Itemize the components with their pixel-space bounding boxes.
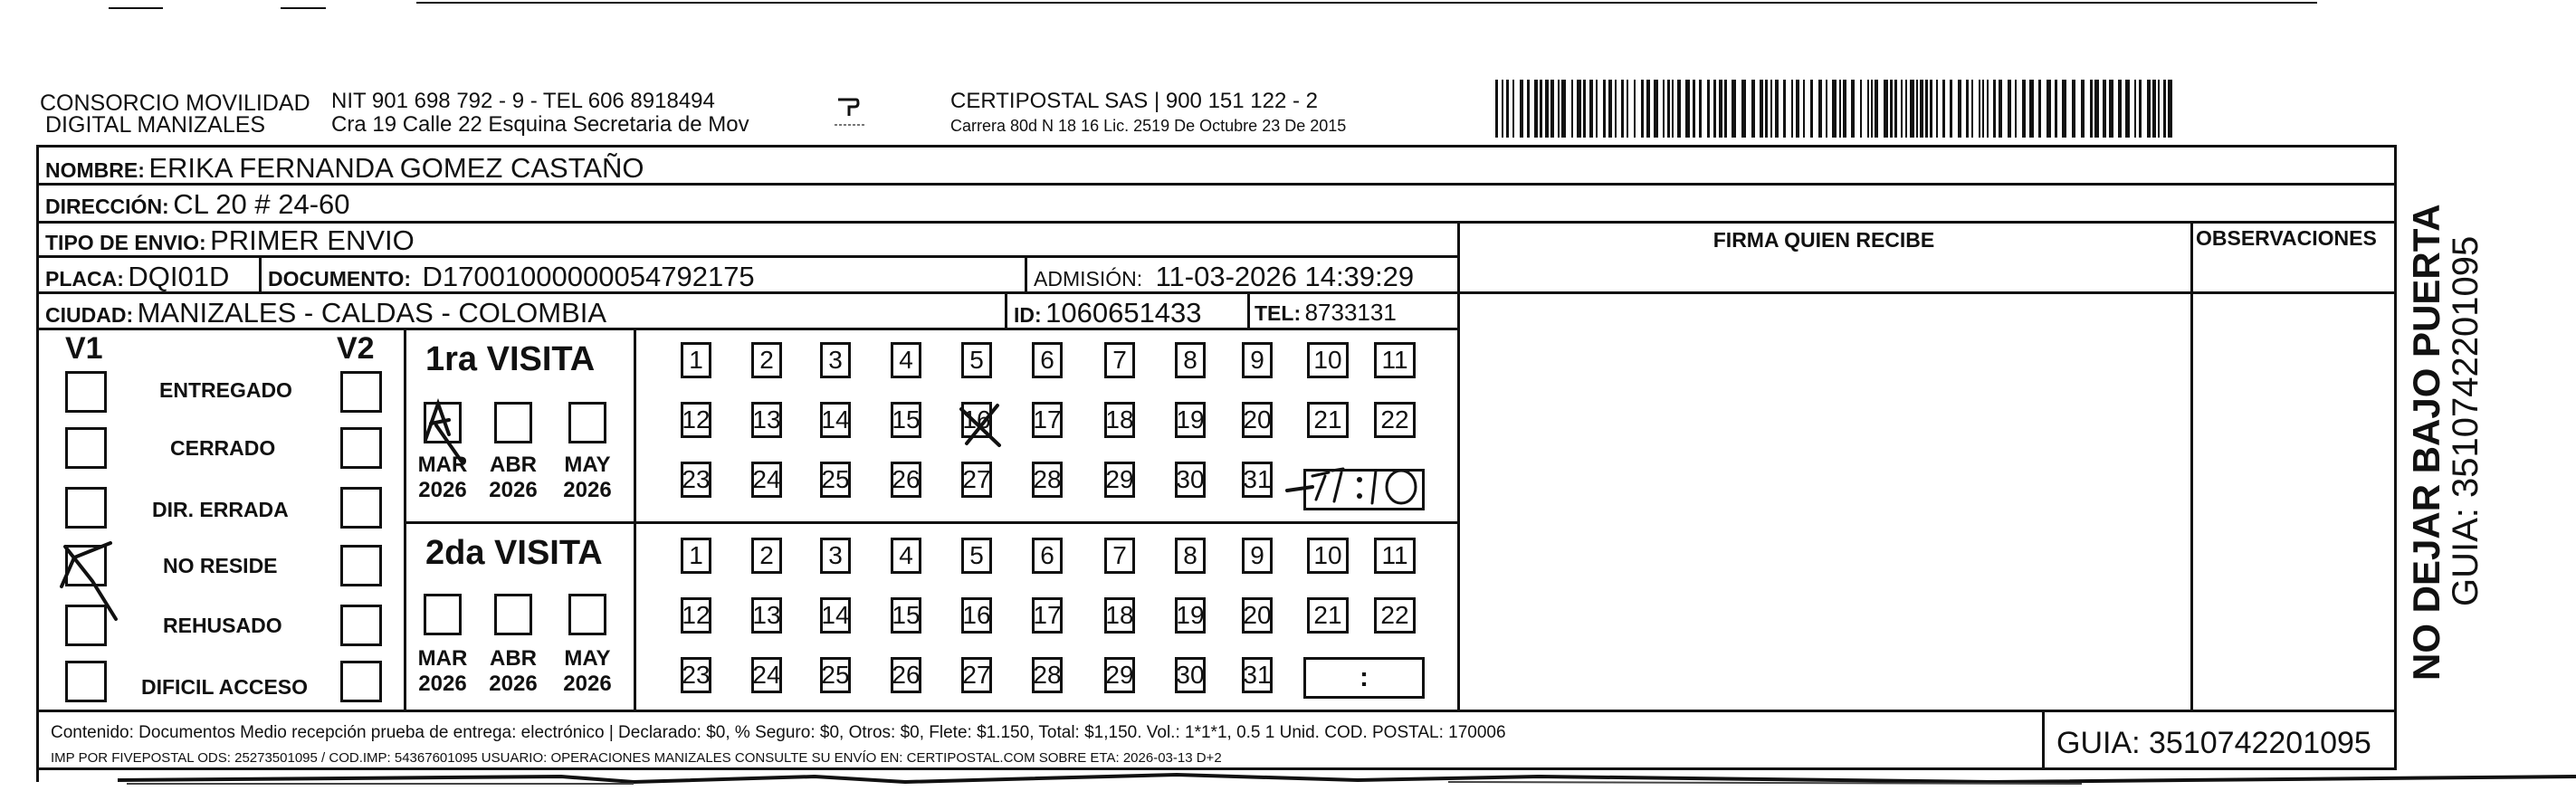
visit-1-day-24[interactable]: 24 bbox=[751, 462, 782, 498]
visit-1-month-may-checkbox[interactable] bbox=[568, 402, 606, 443]
visit-1-day-11[interactable]: 11 bbox=[1374, 342, 1416, 378]
admision-divider bbox=[1025, 255, 1027, 291]
barcode-bar bbox=[2147, 80, 2151, 138]
barcode-bar bbox=[1545, 80, 1549, 138]
status-label-cerrado: CERRADO bbox=[170, 436, 276, 460]
barcode-bar bbox=[1987, 80, 1989, 138]
barcode-bar bbox=[1890, 80, 1893, 138]
barcode-bar bbox=[1843, 80, 1846, 138]
barcode-bar bbox=[1925, 80, 1928, 138]
barcode-bar bbox=[1950, 80, 1952, 138]
barcode-bar bbox=[1654, 80, 1658, 138]
barcode-bar bbox=[1979, 80, 1980, 138]
barcode-bar bbox=[1502, 80, 1503, 138]
visit-2-day-19[interactable]: 19 bbox=[1175, 597, 1206, 634]
visit-2-day-30[interactable]: 30 bbox=[1175, 657, 1206, 693]
placa-divider bbox=[259, 255, 262, 291]
barcode-bar bbox=[1558, 80, 1560, 138]
v2-checkbox-no-reside[interactable] bbox=[340, 545, 382, 586]
barcode-bar bbox=[1875, 80, 1878, 138]
v2-checkbox-cerrado[interactable] bbox=[340, 427, 382, 469]
documento-label: DOCUMENTO: bbox=[268, 267, 412, 291]
barcode-bar bbox=[1596, 80, 1598, 138]
barcode-bar bbox=[2168, 80, 2172, 138]
direccion-label: DIRECCIÓN: bbox=[45, 195, 169, 218]
nombre-field bbox=[45, 154, 644, 182]
barcode-bar bbox=[1672, 80, 1674, 138]
admision-field bbox=[1034, 262, 1414, 291]
carrier-name: CERTIPOSTAL SAS | 900 151 122 - 2 bbox=[950, 89, 1318, 113]
visit-1-day-23[interactable]: 23 bbox=[681, 462, 711, 498]
barcode-bar bbox=[1719, 80, 1722, 138]
visit-2-month-abr-checkbox[interactable] bbox=[494, 594, 532, 635]
barcode-bar bbox=[2118, 80, 2122, 138]
barcode-bar bbox=[1741, 80, 1746, 138]
documento-field bbox=[268, 262, 755, 291]
status-divider bbox=[404, 328, 406, 710]
barcode-bar bbox=[1615, 80, 1617, 138]
barcode-bar bbox=[1884, 80, 1888, 138]
visit-2-day-4[interactable]: 4 bbox=[891, 538, 921, 574]
barcode-bar bbox=[2103, 80, 2106, 138]
visit-2-month-may-label: MAY 2026 bbox=[563, 646, 612, 696]
footer-content-line: Contenido: Documentos Medio recepción prueba de entrega: electrónico | Declarado: $0, % Seguro: $0, Otros: $0, Flete: $1.150, Total: $1,150. Vol.: 1*1*1, 0.5 1 Unid. COD. POSTAL: 170006 bbox=[51, 723, 1506, 742]
v1-checkbox-entregado[interactable] bbox=[65, 371, 107, 413]
visit-2-day-17[interactable]: 17 bbox=[1032, 597, 1063, 634]
visit-2-day-14[interactable]: 14 bbox=[820, 597, 851, 634]
handwritten-month-mark-icon bbox=[418, 398, 482, 471]
visit-2-day-10[interactable]: 10 bbox=[1307, 538, 1349, 574]
v2-checkbox-rehusado[interactable] bbox=[340, 605, 382, 646]
footer-guia: GUIA: 3510742201095 bbox=[2056, 726, 2371, 760]
barcode-bar bbox=[1641, 80, 1644, 138]
visit-1-day-14[interactable]: 14 bbox=[820, 402, 851, 438]
v2-label: V2 bbox=[337, 331, 375, 366]
nombre-value: ERIKA FERNANDA GOMEZ CASTAÑO bbox=[148, 152, 644, 184]
row-line bbox=[36, 221, 2397, 224]
ciudad-label: CIUDAD: bbox=[45, 303, 134, 327]
barcode-bar bbox=[1583, 80, 1586, 138]
visit-1-day-29[interactable]: 29 bbox=[1104, 462, 1135, 498]
barcode-bar bbox=[1775, 80, 1779, 138]
frame-top bbox=[36, 145, 2397, 148]
visit-2-day-16[interactable]: 16 bbox=[961, 597, 992, 634]
scan-line-top bbox=[416, 2, 2317, 4]
footer-guia-divider bbox=[2042, 710, 2045, 769]
observations-divider bbox=[2190, 221, 2193, 710]
visit-1-day-16[interactable]: 16 bbox=[961, 402, 992, 438]
barcode-bar bbox=[1693, 80, 1695, 138]
barcode-bar bbox=[1770, 80, 1772, 138]
v1-checkbox-dificil-acceso[interactable] bbox=[65, 661, 107, 702]
id-field bbox=[1014, 299, 1202, 327]
ciudad-value: MANIZALES - CALDAS - COLOMBIA bbox=[137, 297, 607, 329]
visit-1-month-may-label: MAY 2026 bbox=[563, 453, 612, 502]
nombre-label: NOMBRE: bbox=[45, 158, 145, 182]
id-label: ID: bbox=[1014, 303, 1042, 327]
barcode-bar bbox=[2139, 80, 2142, 138]
visit-2-day-15[interactable]: 15 bbox=[891, 597, 921, 634]
visit-1-day-13[interactable]: 13 bbox=[751, 402, 782, 438]
barcode-bar bbox=[1916, 80, 1918, 138]
handwritten-time-icon bbox=[1285, 460, 1432, 516]
barcode-bar bbox=[2134, 80, 2136, 138]
visit-2-day-29[interactable]: 29 bbox=[1104, 657, 1135, 693]
barcode-bar bbox=[1867, 80, 1869, 138]
barcode-bar bbox=[1751, 80, 1755, 138]
scan-tear-edge bbox=[0, 771, 2576, 791]
barcode-bar bbox=[2125, 80, 2130, 138]
visit-2-day-21[interactable]: 21 bbox=[1307, 597, 1349, 634]
barcode-bar bbox=[1506, 80, 1509, 138]
visit-2-day-20[interactable]: 20 bbox=[1242, 597, 1273, 634]
v2-checkbox-dificil-acceso[interactable] bbox=[340, 661, 382, 702]
barcode-bar bbox=[1707, 80, 1710, 138]
barcode-bar bbox=[2072, 80, 2075, 138]
visit-2-day-26[interactable]: 26 bbox=[891, 657, 921, 693]
tel-value: 8733131 bbox=[1304, 299, 1397, 326]
barcode-bar bbox=[1527, 80, 1530, 138]
tel-divider bbox=[1247, 291, 1250, 328]
barcode-bar bbox=[2022, 80, 2026, 138]
visit-2-day-22[interactable]: 22 bbox=[1374, 597, 1416, 634]
visit-divider bbox=[634, 328, 636, 710]
footer-print-line: IMP POR FIVEPOSTAL ODS: 25273501095 / COD.IMP: 54367601095 USUARIO: OPERACIONES MANIZALES CONSULTE SU ENVÍO EN: CERTIPOSTAL.COM SOBRE ETA: 2026-03-13 D+2 bbox=[51, 750, 1222, 766]
barcode-bar bbox=[2029, 80, 2034, 138]
barcode-bar bbox=[1634, 80, 1636, 138]
visit-1-day-4[interactable]: 4 bbox=[891, 342, 921, 378]
barcode-bar bbox=[1930, 80, 1932, 138]
frame-left bbox=[36, 145, 39, 782]
barcode-bar bbox=[1685, 80, 1690, 138]
visit-1-day-12[interactable]: 12 bbox=[681, 402, 711, 438]
visit-row-divider bbox=[404, 521, 1457, 524]
barcode-bar bbox=[2015, 80, 2017, 138]
barcode-bar bbox=[2090, 80, 2093, 138]
barcode-bar bbox=[1860, 80, 1862, 138]
visit-1-day-17[interactable]: 17 bbox=[1032, 402, 1063, 438]
barcode-bar bbox=[2008, 80, 2011, 138]
visit-2-day-11[interactable]: 11 bbox=[1374, 538, 1416, 574]
visit-1-day-22[interactable]: 22 bbox=[1374, 402, 1416, 438]
barcode-bar bbox=[1871, 80, 1873, 138]
admision-value: 11-03-2026 14:39:29 bbox=[1155, 261, 1415, 292]
tel-label: TEL: bbox=[1255, 301, 1302, 325]
visit-1-month-abr-label: ABR 2026 bbox=[489, 453, 538, 502]
visit-1-day-27[interactable]: 27 bbox=[961, 462, 992, 498]
barcode-bar bbox=[1910, 80, 1914, 138]
tel-field bbox=[1255, 300, 1397, 324]
ciudad-field bbox=[45, 299, 606, 327]
visit-1-day-31[interactable]: 31 bbox=[1242, 462, 1273, 498]
barcode-bar bbox=[2046, 80, 2051, 138]
barcode-bar bbox=[1920, 80, 1923, 138]
v1-checkbox-dir-errada[interactable] bbox=[65, 487, 107, 529]
barcode-bar bbox=[1495, 80, 1498, 138]
barcode-bar bbox=[2163, 80, 2166, 138]
barcode-bar bbox=[2152, 80, 2156, 138]
barcode-bar bbox=[1550, 80, 1554, 138]
company-name: CONSORCIO MOVILIDAD bbox=[40, 91, 310, 116]
v1-checkbox-cerrado[interactable] bbox=[65, 427, 107, 469]
barcode-bar bbox=[1905, 80, 1907, 138]
visit-2-day-24[interactable]: 24 bbox=[751, 657, 782, 693]
id-divider bbox=[1005, 291, 1007, 328]
barcode-bar bbox=[1818, 80, 1822, 138]
barcode-bar bbox=[1966, 80, 1969, 138]
barcode-bar bbox=[1803, 80, 1805, 138]
direccion-value: CL 20 # 24-60 bbox=[173, 188, 350, 220]
visit-2-day-13[interactable]: 13 bbox=[751, 597, 782, 634]
barcode-bar bbox=[2109, 80, 2113, 138]
visit-2-day-18[interactable]: 18 bbox=[1104, 597, 1135, 634]
visit-1-day-3[interactable]: 3 bbox=[820, 342, 851, 378]
visit-1-day-25[interactable]: 25 bbox=[820, 462, 851, 498]
visit-1-day-5[interactable]: 5 bbox=[961, 342, 992, 378]
barcode-bar bbox=[1577, 80, 1581, 138]
visit-2-day-2[interactable]: 2 bbox=[751, 538, 782, 574]
scan-line-top bbox=[109, 7, 163, 9]
frame-right bbox=[2394, 145, 2397, 770]
barcode-bar bbox=[1894, 80, 1897, 138]
v1-label: V1 bbox=[65, 331, 103, 366]
barcode-bar bbox=[1839, 80, 1841, 138]
visit-2-day-1[interactable]: 1 bbox=[681, 538, 711, 574]
barcode-bar bbox=[1663, 80, 1665, 138]
barcode-bar bbox=[1971, 80, 1973, 138]
visit-2-day-5[interactable]: 5 bbox=[961, 538, 992, 574]
visit-1-day-18[interactable]: 18 bbox=[1104, 402, 1135, 438]
visit-1-day-26[interactable]: 26 bbox=[891, 462, 921, 498]
carrier-address: Carrera 80d N 18 16 Lic. 2519 De Octubre 23 De 2015 bbox=[950, 117, 1347, 135]
barcode-bar bbox=[1760, 80, 1763, 138]
visit-1-day-20[interactable]: 20 bbox=[1242, 402, 1273, 438]
visit-2-day-7[interactable]: 7 bbox=[1104, 538, 1135, 574]
barcode-bar bbox=[1571, 80, 1573, 138]
id-value: 1060651433 bbox=[1045, 297, 1202, 329]
company-nit: NIT 901 698 792 - 9 - TEL 606 8918494 bbox=[331, 89, 715, 113]
barcode-bar bbox=[1677, 80, 1681, 138]
v2-checkbox-dir-errada[interactable] bbox=[340, 487, 382, 529]
visit-1-month-mar-label: MAR 2026 bbox=[417, 453, 468, 502]
company-address: Cra 19 Calle 22 Esquina Secretaria de Mov bbox=[331, 112, 749, 137]
tipo-envio-value: PRIMER ENVIO bbox=[210, 224, 415, 256]
barcode-bar bbox=[1732, 80, 1736, 138]
visit-2-title: 2da VISITA bbox=[425, 534, 603, 572]
carrier-logo-icon bbox=[831, 94, 867, 130]
visit-1-title: 1ra VISITA bbox=[425, 340, 596, 378]
observaciones-header: OBSERVACIONES bbox=[2196, 226, 2377, 250]
barcode-bar bbox=[1832, 80, 1837, 138]
visit-2-day-31[interactable]: 31 bbox=[1242, 657, 1273, 693]
side-warning-no-dejar-bajo-puerta: NO DEJAR BAJO PUERTA bbox=[2405, 204, 2447, 681]
firma-header: FIRMA QUIEN RECIBE bbox=[1713, 228, 1935, 252]
barcode-bar bbox=[1982, 80, 1984, 138]
documento-value: D17001000000054792175 bbox=[422, 261, 755, 292]
barcode-bar bbox=[1765, 80, 1768, 138]
visit-1-day-10[interactable]: 10 bbox=[1307, 342, 1349, 378]
barcode-bar bbox=[1589, 80, 1593, 138]
tipo-envio-field bbox=[45, 226, 415, 254]
visit-2-day-6[interactable]: 6 bbox=[1032, 538, 1063, 574]
barcode-bar bbox=[2094, 80, 2099, 138]
barcode-bar bbox=[2158, 80, 2160, 138]
visit-1-day-1[interactable]: 1 bbox=[681, 342, 711, 378]
barcode-bar bbox=[1621, 80, 1624, 138]
visit-2-day-25[interactable]: 25 bbox=[820, 657, 851, 693]
barcode-bar bbox=[1993, 80, 1996, 138]
visit-2-month-abr-label: ABR 2026 bbox=[489, 646, 538, 696]
visit-1-day-8[interactable]: 8 bbox=[1175, 342, 1206, 378]
signature-divider bbox=[1457, 221, 1460, 710]
barcode-bar bbox=[1667, 80, 1670, 138]
barcode-bar bbox=[1561, 80, 1566, 138]
barcode-bar bbox=[1713, 80, 1716, 138]
barcode bbox=[1495, 80, 2172, 138]
visit-1-day-2[interactable]: 2 bbox=[751, 342, 782, 378]
barcode-bar bbox=[2062, 80, 2066, 138]
visit-2-day-9[interactable]: 9 bbox=[1242, 538, 1273, 574]
company-name-line2: DIGITAL MANIZALES bbox=[45, 112, 266, 138]
visit-2-day-12[interactable]: 12 bbox=[681, 597, 711, 634]
direccion-field bbox=[45, 190, 350, 218]
status-label-dificil-acceso: DIFICIL ACCESO bbox=[141, 675, 309, 699]
barcode-bar bbox=[1826, 80, 1827, 138]
barcode-bar bbox=[1851, 80, 1855, 138]
barcode-bar bbox=[2055, 80, 2057, 138]
barcode-bar bbox=[1627, 80, 1628, 138]
status-label-no-reside: NO RESIDE bbox=[163, 554, 278, 577]
visit-1-day-28[interactable]: 28 bbox=[1032, 462, 1063, 498]
placa-field bbox=[45, 262, 229, 291]
barcode-bar bbox=[1646, 80, 1650, 138]
status-label-dir-errada: DIR. ERRADA bbox=[152, 498, 289, 521]
v2-checkbox-entregado[interactable] bbox=[340, 371, 382, 413]
visit-1-day-30[interactable]: 30 bbox=[1175, 462, 1206, 498]
visit-2-month-may-checkbox[interactable] bbox=[568, 594, 606, 635]
visit-1-day-19[interactable]: 19 bbox=[1175, 402, 1206, 438]
placa-label: PLACA: bbox=[45, 267, 124, 291]
visit-2-month-mar-checkbox[interactable] bbox=[424, 594, 462, 635]
visit-1-day-7[interactable]: 7 bbox=[1104, 342, 1135, 378]
visit-2-day-3[interactable]: 3 bbox=[820, 538, 851, 574]
visit-2-day-28[interactable]: 28 bbox=[1032, 657, 1063, 693]
visit-1-day-21[interactable]: 21 bbox=[1307, 402, 1349, 438]
barcode-bar bbox=[1520, 80, 1523, 138]
barcode-bar bbox=[1942, 80, 1945, 138]
visit-1-day-6[interactable]: 6 bbox=[1032, 342, 1063, 378]
scan-line-top bbox=[281, 7, 326, 9]
visit-1-day-9[interactable]: 9 bbox=[1242, 342, 1273, 378]
barcode-bar bbox=[1608, 80, 1612, 138]
handwritten-check-mark-icon bbox=[56, 536, 129, 623]
barcode-bar bbox=[1936, 80, 1938, 138]
barcode-bar bbox=[1791, 80, 1793, 138]
barcode-bar bbox=[1783, 80, 1786, 138]
barcode-bar bbox=[1724, 80, 1727, 138]
barcode-bar bbox=[1796, 80, 1799, 138]
visit-1-month-abr-checkbox[interactable] bbox=[494, 402, 532, 443]
handwritten-day-mark-icon bbox=[956, 400, 1007, 451]
status-label-entregado: ENTREGADO bbox=[159, 378, 292, 402]
visit-2-day-8[interactable]: 8 bbox=[1175, 538, 1206, 574]
barcode-bar bbox=[1699, 80, 1702, 138]
side-guia-number: GUIA: 3510742201095 bbox=[2446, 235, 2485, 606]
barcode-bar bbox=[1999, 80, 2002, 138]
visit-2-month-mar-label: MAR 2026 bbox=[417, 646, 468, 696]
admision-label: ADMISIÓN: bbox=[1034, 267, 1143, 291]
barcode-bar bbox=[1534, 80, 1538, 138]
visit-2-day-23[interactable]: 23 bbox=[681, 657, 711, 693]
barcode-bar bbox=[1540, 80, 1542, 138]
barcode-bar bbox=[1810, 80, 1813, 138]
barcode-bar bbox=[1958, 80, 1961, 138]
placa-value: DQI01D bbox=[128, 261, 230, 292]
barcode-bar bbox=[2081, 80, 2085, 138]
barcode-bar bbox=[1603, 80, 1606, 138]
tipo-envio-label: TIPO DE ENVIO: bbox=[45, 231, 206, 254]
barcode-bar bbox=[2038, 80, 2041, 138]
barcode-bar bbox=[1512, 80, 1514, 138]
visit-1-day-15[interactable]: 15 bbox=[891, 402, 921, 438]
visit-2-day-27[interactable]: 27 bbox=[961, 657, 992, 693]
visit-2-time-box[interactable]: : bbox=[1303, 657, 1425, 699]
barcode-bar bbox=[1901, 80, 1903, 138]
status-label-rehusado: REHUSADO bbox=[163, 614, 282, 637]
